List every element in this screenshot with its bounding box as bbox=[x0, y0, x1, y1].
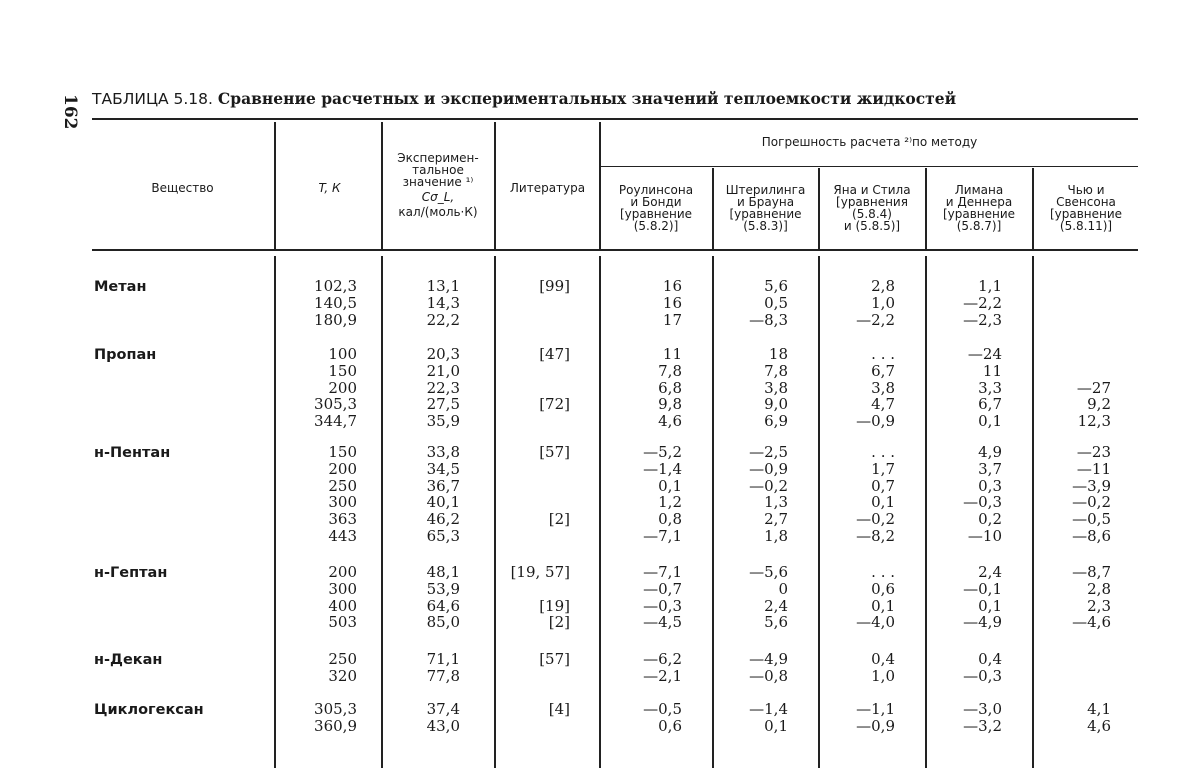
method-4-group bbox=[927, 701, 1002, 735]
method-5-cell: —8,6 bbox=[1072, 526, 1111, 545]
literature-group bbox=[497, 701, 570, 735]
col-divider bbox=[274, 122, 276, 250]
header-temperature: T, К bbox=[318, 181, 341, 195]
substance-name: н-Гептан bbox=[94, 565, 168, 581]
method-5-cell bbox=[1034, 278, 1111, 295]
table-caption: Сравнение расчетных и экспериментальных значений теплоемкости жидкостей bbox=[217, 89, 957, 108]
temperature-cell: 363 bbox=[328, 510, 357, 529]
temperature-cell: 200 bbox=[328, 459, 357, 478]
header-line: [уравнение bbox=[942, 207, 1016, 221]
method-5-group bbox=[1034, 701, 1111, 735]
substance-name: Циклогексан bbox=[94, 702, 204, 718]
method-3-cell: 1,0 bbox=[871, 666, 895, 685]
method-1-cell: 1,2 bbox=[658, 493, 682, 512]
col-divider bbox=[494, 256, 496, 768]
method-2-cell: —2,5 bbox=[749, 443, 788, 461]
temperature-cell: 503 bbox=[328, 613, 357, 632]
header-line: [уравнения bbox=[836, 195, 908, 209]
header-bottom-rule bbox=[92, 249, 1138, 251]
method-3-cell: 0,1 bbox=[871, 596, 895, 615]
header-method-1 bbox=[602, 184, 710, 232]
literature-cell bbox=[497, 668, 570, 685]
header-line: и Брауна bbox=[736, 195, 795, 209]
temperature-cell: 305,3 bbox=[314, 700, 357, 718]
header-method-2 bbox=[714, 184, 817, 232]
method-4-cell: 3,7 bbox=[978, 459, 1002, 478]
header-line: [уравнение bbox=[619, 207, 693, 221]
experimental-cell: 71,1 bbox=[426, 650, 460, 668]
header-literature: Литература bbox=[509, 181, 586, 195]
method-2-cell: 0,5 bbox=[764, 293, 788, 312]
experimental-group bbox=[383, 444, 460, 545]
temperature-group bbox=[282, 278, 357, 328]
method-3-cell: —4,0 bbox=[856, 613, 895, 632]
method-5-cell: —8,7 bbox=[1072, 563, 1111, 581]
header-line: кал/(моль·К) bbox=[398, 205, 478, 219]
method-3-cell: —0,2 bbox=[856, 510, 895, 529]
method-3-cell: 4,7 bbox=[871, 395, 895, 414]
substance-name: н-Пентан bbox=[94, 445, 171, 461]
method-3-cell: —0,9 bbox=[856, 412, 895, 431]
method-2-cell: 0,1 bbox=[764, 716, 788, 735]
method-5-cell bbox=[1034, 346, 1111, 363]
method-1-group bbox=[602, 444, 682, 545]
method-3-group bbox=[820, 346, 895, 430]
method-3-cell: . . . bbox=[871, 345, 895, 363]
experimental-cell: 22,2 bbox=[426, 310, 460, 329]
method-1-cell: 6,8 bbox=[658, 378, 682, 397]
temperature-cell: 102,3 bbox=[314, 277, 357, 295]
method-1-cell: 7,8 bbox=[658, 361, 682, 380]
experimental-cell: 33,8 bbox=[426, 443, 460, 461]
method-1-cell: 9,8 bbox=[658, 395, 682, 414]
header-substance: Вещество bbox=[151, 181, 214, 195]
header-line: Штерилинга bbox=[725, 183, 806, 197]
temperature-cell: 140,5 bbox=[314, 293, 357, 312]
temperature-cell: 305,3 bbox=[314, 395, 357, 414]
literature-cell: [19, 57] bbox=[510, 563, 570, 581]
method-5-cell bbox=[1034, 668, 1111, 685]
literature-cell bbox=[497, 461, 570, 478]
method-4-cell: 4,9 bbox=[978, 443, 1002, 461]
method-3-cell: 0,4 bbox=[871, 650, 895, 668]
method-2-cell: 0 bbox=[778, 579, 788, 598]
method-3-cell: —1,1 bbox=[856, 700, 895, 718]
temperature-cell: 300 bbox=[328, 579, 357, 598]
header-line: (5.8.7)] bbox=[956, 219, 1002, 233]
literature-cell: [2] bbox=[548, 613, 570, 632]
header-line: значение ¹⁾ bbox=[402, 175, 474, 189]
header-line: и Деннера bbox=[945, 195, 1013, 209]
method-3-group bbox=[820, 444, 895, 545]
method-4-group bbox=[927, 564, 1002, 631]
method-5-cell bbox=[1034, 312, 1111, 329]
literature-group bbox=[497, 564, 570, 631]
method-1-cell: 0,8 bbox=[658, 510, 682, 529]
temperature-cell: 400 bbox=[328, 596, 357, 615]
page-number: 162 bbox=[60, 94, 80, 130]
experimental-cell: 40,1 bbox=[426, 493, 460, 512]
literature-cell bbox=[497, 494, 570, 511]
experimental-cell: 34,5 bbox=[426, 459, 460, 478]
method-1-cell: 16 bbox=[662, 277, 682, 295]
method-3-cell: 1,0 bbox=[871, 293, 895, 312]
temperature-cell: 200 bbox=[328, 378, 357, 397]
method-4-group bbox=[927, 651, 1002, 685]
method-3-cell: 1,7 bbox=[871, 459, 895, 478]
literature-group bbox=[497, 444, 570, 545]
col-divider bbox=[274, 256, 276, 768]
temperature-cell: 320 bbox=[328, 666, 357, 685]
method-3-cell: 2,8 bbox=[871, 277, 895, 295]
method-1-cell: —7,1 bbox=[643, 563, 682, 581]
method-4-cell: —2,2 bbox=[963, 293, 1002, 312]
literature-cell: [99] bbox=[539, 277, 570, 295]
method-1-group bbox=[602, 701, 682, 735]
method-5-cell bbox=[1034, 651, 1111, 668]
experimental-cell: 43,0 bbox=[426, 716, 460, 735]
method-4-cell: 6,7 bbox=[978, 395, 1002, 414]
method-5-cell bbox=[1034, 363, 1111, 380]
method-5-cell: —23 bbox=[1076, 443, 1111, 461]
substance-name: Метан bbox=[94, 279, 147, 295]
method-2-cell: —0,2 bbox=[749, 476, 788, 495]
method-1-cell: 11 bbox=[662, 345, 682, 363]
header-experimental bbox=[383, 152, 493, 218]
method-5-cell: —27 bbox=[1076, 378, 1111, 397]
temperature-cell: 250 bbox=[328, 476, 357, 495]
method-2-cell: —5,6 bbox=[749, 563, 788, 581]
method-4-group bbox=[927, 278, 1002, 328]
method-4-cell: 0,3 bbox=[978, 476, 1002, 495]
experimental-group bbox=[383, 346, 460, 430]
method-2-cell: 5,6 bbox=[764, 613, 788, 632]
literature-cell: [4] bbox=[548, 700, 570, 718]
experimental-cell: 36,7 bbox=[426, 476, 460, 495]
header-method-4 bbox=[927, 184, 1031, 232]
method-4-cell: —0,1 bbox=[963, 579, 1002, 598]
literature-cell: [72] bbox=[539, 395, 570, 414]
method-1-cell: 0,6 bbox=[658, 716, 682, 735]
literature-cell bbox=[497, 312, 570, 329]
method-5-group bbox=[1034, 278, 1111, 328]
header-line: (5.8.11)] bbox=[1059, 219, 1113, 233]
header-line: (5.8.2)] bbox=[633, 219, 679, 233]
method-1-cell: —5,2 bbox=[643, 443, 682, 461]
literature-group bbox=[497, 278, 570, 328]
temperature-cell: 344,7 bbox=[314, 412, 357, 431]
method-1-cell: —6,2 bbox=[643, 650, 682, 668]
header-line: (5.8.3)] bbox=[743, 219, 788, 233]
method-2-cell: 7,8 bbox=[764, 361, 788, 380]
experimental-group bbox=[383, 564, 460, 631]
method-2-cell: 3,8 bbox=[764, 378, 788, 397]
method-3-group bbox=[820, 564, 895, 631]
method-5-cell: —11 bbox=[1076, 459, 1111, 478]
method-3-cell: 3,8 bbox=[871, 378, 895, 397]
method-2-cell: 9,0 bbox=[764, 395, 788, 414]
header-method-5 bbox=[1034, 184, 1138, 232]
literature-cell bbox=[497, 363, 570, 380]
method-5-cell: —4,6 bbox=[1072, 613, 1111, 632]
method-2-cell: —0,9 bbox=[749, 459, 788, 478]
literature-cell: [2] bbox=[548, 510, 570, 529]
literature-cell: [19] bbox=[539, 596, 570, 615]
method-4-cell: 0,1 bbox=[978, 412, 1002, 431]
method-2-group bbox=[714, 444, 788, 545]
method-4-cell: 11 bbox=[982, 361, 1002, 380]
header-line: [уравнение bbox=[729, 207, 802, 221]
temperature-cell: 250 bbox=[328, 650, 357, 668]
method-4-group bbox=[927, 444, 1002, 545]
table-title bbox=[92, 89, 1142, 108]
literature-group bbox=[497, 651, 570, 685]
header-line: и Бонди bbox=[630, 195, 682, 209]
temperature-group bbox=[282, 564, 357, 631]
temperature-cell: 443 bbox=[328, 526, 357, 545]
method-1-group bbox=[602, 651, 682, 685]
experimental-group bbox=[383, 701, 460, 735]
method-5-group bbox=[1034, 444, 1111, 545]
experimental-cell: 77,8 bbox=[426, 666, 460, 685]
temperature-group bbox=[282, 444, 357, 545]
method-5-cell: 2,8 bbox=[1087, 579, 1111, 598]
method-5-group bbox=[1034, 651, 1111, 685]
methods-rule bbox=[600, 166, 1138, 167]
col-divider bbox=[599, 122, 601, 250]
method-1-cell: —1,4 bbox=[643, 459, 682, 478]
method-2-group bbox=[714, 346, 788, 430]
literature-cell: [57] bbox=[539, 650, 570, 668]
method-3-cell: 0,1 bbox=[871, 493, 895, 512]
method-2-cell: 5,6 bbox=[764, 277, 788, 295]
method-5-cell: 12,3 bbox=[1077, 412, 1111, 431]
literature-cell bbox=[497, 581, 570, 598]
method-4-cell: 2,4 bbox=[978, 563, 1002, 581]
header-line: (5.8.4) bbox=[852, 207, 892, 221]
experimental-cell: 53,9 bbox=[426, 579, 460, 598]
method-2-cell: 2,7 bbox=[764, 510, 788, 529]
experimental-cell: 85,0 bbox=[426, 613, 460, 632]
method-4-cell: 3,3 bbox=[978, 378, 1002, 397]
method-2-cell: 18 bbox=[768, 345, 788, 363]
substance-name: н-Декан bbox=[94, 652, 163, 668]
col-divider bbox=[599, 256, 601, 768]
temperature-cell: 360,9 bbox=[314, 716, 357, 735]
experimental-cell: 21,0 bbox=[426, 361, 460, 380]
method-2-cell: —0,8 bbox=[749, 666, 788, 685]
experimental-group bbox=[383, 278, 460, 328]
method-1-cell: —2,1 bbox=[643, 666, 682, 685]
method-2-cell: 1,3 bbox=[764, 493, 788, 512]
header-line: [уравнение bbox=[1049, 207, 1123, 221]
method-3-cell: . . . bbox=[871, 443, 895, 461]
method-4-cell: —24 bbox=[967, 345, 1002, 363]
method-3-cell: —2,2 bbox=[856, 310, 895, 329]
method-4-cell: —0,3 bbox=[963, 666, 1002, 685]
experimental-cell: 20,3 bbox=[426, 345, 460, 363]
method-2-cell: 1,8 bbox=[764, 526, 788, 545]
method-4-cell: —0,3 bbox=[963, 493, 1002, 512]
method-1-cell: —0,5 bbox=[643, 700, 682, 718]
col-divider bbox=[494, 122, 496, 250]
method-1-cell: 0,1 bbox=[658, 476, 682, 495]
method-2-group bbox=[714, 278, 788, 328]
method-1-cell: 4,6 bbox=[658, 412, 682, 431]
substance-name: Пропан bbox=[94, 347, 157, 363]
literature-cell: [47] bbox=[539, 345, 570, 363]
method-5-cell bbox=[1034, 295, 1111, 312]
header-method-3 bbox=[820, 184, 924, 232]
experimental-cell: 48,1 bbox=[426, 563, 460, 581]
method-4-cell: 1,1 bbox=[978, 277, 1002, 295]
method-4-cell: 0,2 bbox=[978, 510, 1002, 529]
method-3-group bbox=[820, 701, 895, 735]
header-error-group: Погрешность расчета ²⁾по методу bbox=[761, 135, 978, 149]
header-line: Чью и bbox=[1067, 183, 1105, 197]
method-2-cell: —4,9 bbox=[749, 650, 788, 668]
top-rule bbox=[92, 118, 1138, 120]
temperature-cell: 180,9 bbox=[314, 310, 357, 329]
method-5-cell: —3,9 bbox=[1072, 476, 1111, 495]
temperature-group bbox=[282, 346, 357, 430]
temperature-cell: 200 bbox=[328, 563, 357, 581]
method-5-cell: 2,3 bbox=[1087, 596, 1111, 615]
method-3-cell: —0,9 bbox=[856, 716, 895, 735]
experimental-cell: 64,6 bbox=[426, 596, 460, 615]
header-line: Лимана bbox=[954, 183, 1004, 197]
method-5-group bbox=[1034, 564, 1111, 631]
literature-cell bbox=[497, 413, 570, 430]
method-4-group bbox=[927, 346, 1002, 430]
experimental-cell: 27,5 bbox=[426, 395, 460, 414]
method-1-cell: 17 bbox=[662, 310, 682, 329]
header-line: Роулинсона bbox=[618, 183, 694, 197]
experimental-cell: 37,4 bbox=[426, 700, 460, 718]
method-1-cell: 16 bbox=[662, 293, 682, 312]
header-line: Эксперимен- bbox=[397, 151, 479, 165]
method-4-cell: 0,1 bbox=[978, 596, 1002, 615]
method-2-cell: —1,4 bbox=[749, 700, 788, 718]
header-line: тальное bbox=[412, 163, 464, 177]
method-5-cell: 4,6 bbox=[1087, 716, 1111, 735]
temperature-cell: 100 bbox=[328, 345, 357, 363]
temperature-cell: 150 bbox=[328, 361, 357, 380]
method-4-cell: —2,3 bbox=[963, 310, 1002, 329]
method-1-cell: —0,7 bbox=[643, 579, 682, 598]
temperature-cell: 150 bbox=[328, 443, 357, 461]
literature-cell bbox=[497, 718, 570, 735]
literature-cell: [57] bbox=[539, 443, 570, 461]
method-2-cell: 6,9 bbox=[764, 412, 788, 431]
experimental-cell: 65,3 bbox=[426, 526, 460, 545]
method-3-group bbox=[820, 278, 895, 328]
method-2-group bbox=[714, 701, 788, 735]
experimental-group bbox=[383, 651, 460, 685]
method-5-cell: —0,5 bbox=[1072, 510, 1111, 529]
method-2-cell: —8,3 bbox=[749, 310, 788, 329]
method-3-cell: 6,7 bbox=[871, 361, 895, 380]
header-line: Яна и Стила bbox=[833, 183, 911, 197]
literature-group bbox=[497, 346, 570, 430]
method-5-cell: 9,2 bbox=[1087, 395, 1111, 414]
method-1-cell: —7,1 bbox=[643, 526, 682, 545]
method-3-cell: . . . bbox=[871, 563, 895, 581]
header-line: Cσ_L, bbox=[421, 190, 455, 204]
method-4-cell: —3,0 bbox=[963, 700, 1002, 718]
header-line: Свенсона bbox=[1056, 195, 1116, 209]
temperature-group bbox=[282, 701, 357, 735]
literature-cell bbox=[497, 478, 570, 495]
method-5-cell: —0,2 bbox=[1072, 493, 1111, 512]
method-2-group bbox=[714, 564, 788, 631]
experimental-cell: 22,3 bbox=[426, 378, 460, 397]
method-4-cell: —10 bbox=[967, 526, 1002, 545]
method-4-cell: —3,2 bbox=[963, 716, 1002, 735]
method-3-group bbox=[820, 651, 895, 685]
table-tag: ТАБЛИЦА 5.18. bbox=[92, 90, 213, 108]
method-1-cell: —4,5 bbox=[643, 613, 682, 632]
method-2-group bbox=[714, 651, 788, 685]
experimental-cell: 14,3 bbox=[426, 293, 460, 312]
method-1-group bbox=[602, 564, 682, 631]
literature-cell bbox=[497, 380, 570, 397]
method-4-cell: —4,9 bbox=[963, 613, 1002, 632]
method-2-cell: 2,4 bbox=[764, 596, 788, 615]
header-line: и (5.8.5)] bbox=[843, 219, 901, 233]
method-3-cell: 0,6 bbox=[871, 579, 895, 598]
experimental-cell: 13,1 bbox=[426, 277, 460, 295]
temperature-group bbox=[282, 651, 357, 685]
method-1-group bbox=[602, 346, 682, 430]
method-1-group bbox=[602, 278, 682, 328]
method-1-cell: —0,3 bbox=[643, 596, 682, 615]
method-5-group bbox=[1034, 346, 1111, 430]
temperature-cell: 300 bbox=[328, 493, 357, 512]
method-3-cell: —8,2 bbox=[856, 526, 895, 545]
method-4-cell: 0,4 bbox=[978, 650, 1002, 668]
method-5-cell: 4,1 bbox=[1087, 700, 1111, 718]
literature-cell bbox=[497, 295, 570, 312]
experimental-cell: 46,2 bbox=[426, 510, 460, 529]
literature-cell bbox=[497, 528, 570, 545]
experimental-cell: 35,9 bbox=[426, 412, 460, 431]
method-3-cell: 0,7 bbox=[871, 476, 895, 495]
